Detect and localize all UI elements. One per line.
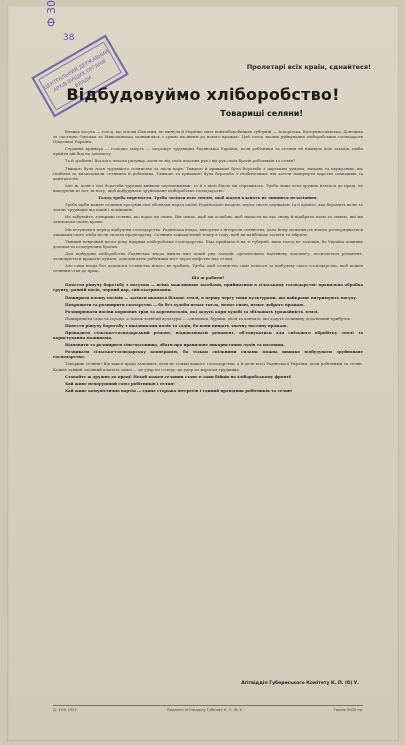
body-paragraph: Повести рішучу боротьбу з шкідниками полів та садів, бо вони нищать значну частину врожаю. [65,322,288,328]
poster-body [53,129,363,695]
body-paragraph: Покращати та розширити скотарство — бо без худоби немає тягла, немає гною, немає доброго врожаю. [65,301,305,307]
archive-stamp-text: ЦЕНТРАЛЬНИЙ ДЕРЖАВНИЙ АРХІВ ВИЩИХ ОРГАНІВ ВЛАДИ [38,41,122,110]
body-paragraph: Повести рішучу боротьбу з посухою — всіма можливими засобами, прийнятими в сільському господарстві: правильна обробка ґрунту, ранній посів, чорний пар, снігозатримання. [53,282,363,293]
body-paragraph: Для відбудови хліборобства Радянська влада вжила вже цілий ряд заходів: організовано насінневу допомогу, посилається реманент, засновуються прокатні пункти, допомагають робітники міст через шефство над селом. [53,250,363,261]
body-paragraph: Страшна примара — голодна смерть — загрожує трудящим Радянської України, коли робітники та селяни не вживуть всіх заходів, щоби прийти цій біді на допомогу. [53,146,363,157]
body-paragraph: Ми вступили в період відбудови господарства. Радянська влада, виходячи з інтересів селянства, дала йому можливість вільно розпоряджатися лишками свого хліба після сплати продподатку. Селянин зацікавлений тепер в тому, щоб як найбільше засіяти та зібрати. [53,226,363,237]
archive-stamp [31,35,128,118]
poster-signature: Агітвідділ Губернського Комітету К. П. (б) У. [241,681,359,686]
archive-fund-label: Ф [45,17,58,27]
body-paragraph: Товариші селяни! Від вашої праці залежить доля не тільки вашого господарства, а й доля всієї Радянської України, доля робітників та селян. Кожен зайвий засіяний клапоть землі — це удар по голоду, це удар по ворогам трудящих. [53,361,363,372]
body-paragraph: Ставайте ж дружно до праці! Нехай кожен селянин стане в лави бійців на хліборобському фронті! [65,373,292,379]
body-paragraph: Провадити сільсько-господарський ремонт, відновлювати реманент, об'єднуватися для спільного обробітку землі та користування машинами. [53,330,363,341]
body-paragraph: Та й зробити! Від кого чекати рятунку, коли не від своїх власних рук і від рук своїх братів робітників та селян? [65,158,296,164]
body-paragraph: Розширювати посіви кормових трав та коренеплодів, які дадуть корм худобі та збільшать урожайність землі. [65,308,319,314]
body-paragraph: Треба щоби кожен селянин зрозумів свої обовязки перед своєю Радянською владою, перед своєю державою та її армією, яка боронить волю та землю трудящих від панів і поміщиків. [53,202,363,213]
body-paragraph: Тяжкий неврожай цього року підірвав хліборобське господарство. Біда прийшла й на ті губернії, яких голод не зачепив, бо Україна повинна допомогти голодуючим братам. [53,238,363,249]
body-paragraph: Тяжкою була доля трудящого селянства за часів царя. Тяжкою й кривавою була боротьба з царським урядом, панами та куркулями, що гнобили та визискували селянина й робітника. Тяжкою та кривавою була боротьба з гнобителями, які хотіли повернути царство поміщиків та капіталістів. [53,165,363,181]
footer-date: Д. 15/X 1922 [53,708,77,712]
poster-subtitle: Товариші селяни! [220,109,303,118]
body-paragraph: Розвивати сільсько-господарську кооперацію, бо тільки спільними силами можна швидко відбудувати зруйноване господарство. [53,349,363,360]
body-paragraph: Не забувайте, товариші селяни, що ворог не спить. Він чекає, щоб ми ослабли, щоб напасти на нас знову й відібрати волю та землю, які ми завоювали своєю кровю. [53,214,363,225]
body-paragraph: Але ж, коли з цієї боротьби трудящі вийшли переможцями, то й з цією бідою ми справимось. Треба лише всім дружно взятися до праці, не шкодуючи ні сил, ні поту, щоб відбудувати зруйноване хліборобське господарство. [53,182,363,193]
archive-fund-number [45,0,58,27]
footer-publisher: Видання Агітвідділу Губкому К. П. (б) У. [167,708,243,712]
body-paragraph: Голод треба перемогти. Треба засіяти всю землю, щоб жоден клапоть не лишився незасіяним. [98,195,318,201]
archive-sheet-number: 38 [63,33,75,43]
poster-footer [53,705,363,712]
poster-sheet [7,0,399,741]
body-paragraph: Але сама влада без допомоги селянства нічого не зробить. Треба, щоб селянство саме взялося за відбудову свого господарства, щоб кожен селянин став до праці. [53,263,363,274]
body-paragraph: Хай живе непорушний союз робітників і селян! [65,380,175,386]
body-paragraph: Поширювати сади та городи, а також технічні культури — соняшник, буряки, льон та коноплі, які дадуть селянину додатковий прибуток. [65,315,352,321]
poster-title: Відбудовуймо хліборобство! [66,85,340,104]
body-paragraph: Відновити та розширити сіно-пасовища, дбати про правильне використання луків та пасовищ. [65,342,285,348]
footer-print-run: Тираж 5000 пр. [333,708,363,712]
body-paragraph: Що ж робити? [191,275,225,281]
poster-motto: Пролетарі всіх країн, єднайтеся! [246,63,371,71]
body-paragraph: Хай живе комуністична партія — єдина сторожа інтересів і єдиний провідник робітників та селян! [65,387,293,393]
body-paragraph: Поширити площу посівів — засіяти якомога більше землі, в першу чергу тими культурами, що найкраще витримують посуху. [65,294,358,300]
body-paragraph: Велика посуха — голод, що згасив Поволжя, не минула й України: пять найхліборобніших губерній — Запорізька, Катеринославська, Донецька та частково Одеська та Миколаївська залишились з сухим насінням до нового врожаю. Цей голод звалив руйнування хліборобських господарств Південної України. [53,129,363,145]
archive-fund-value: 30 [45,0,58,15]
